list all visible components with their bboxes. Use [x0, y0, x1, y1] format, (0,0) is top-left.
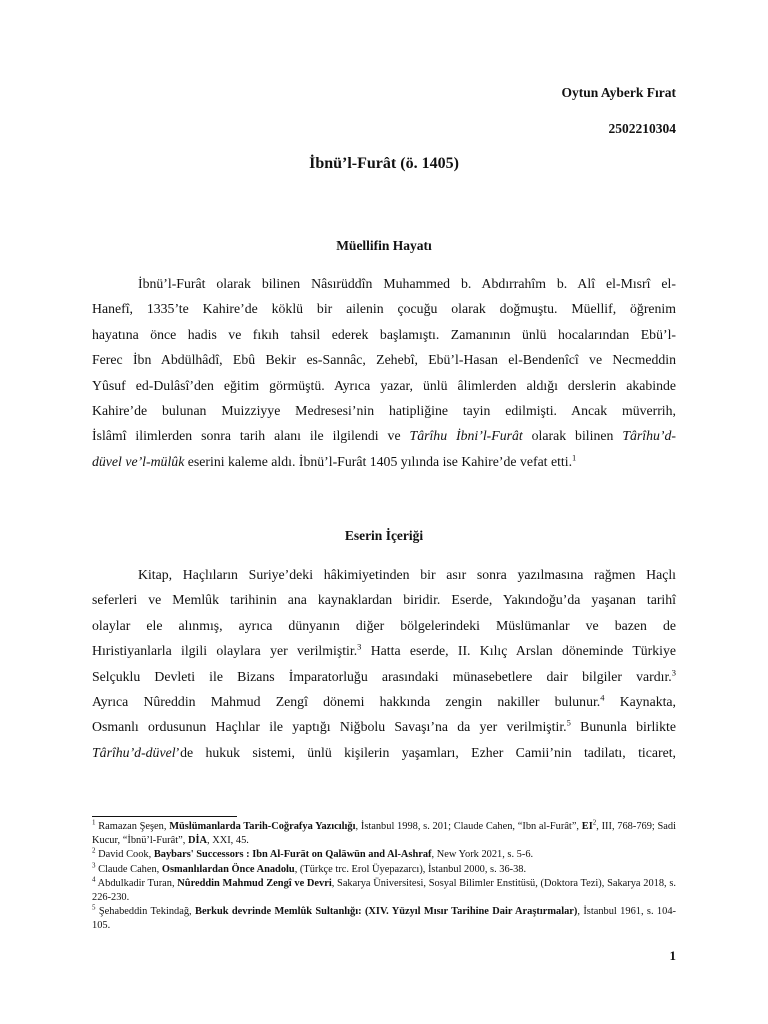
footnote-edition: 2	[592, 818, 597, 827]
student-id: 2502210304	[608, 121, 676, 136]
footnote-reference[interactable]: 3	[671, 667, 676, 678]
footnote-text: , New York 2021, s. 5-6.	[431, 849, 534, 861]
footnote-work-title: Baybars' Successors : Ibn Al-Furāt on Qalāwūn and Al-Ashraf	[153, 849, 432, 861]
text-line	[92, 638, 676, 663]
footnote-number: 2	[92, 846, 96, 855]
footnote-2	[92, 848, 676, 862]
text-segment: İslâmî ilimlerden sonra tarih alanı ile ilgilendi ve	[92, 428, 410, 444]
footnote-4	[92, 877, 676, 905]
footnote-5	[92, 905, 676, 933]
italic-work-title: Târîhu İbni’l-Furât	[409, 428, 523, 444]
footnote-text: , Sakarya Üniversitesi, Sosyal Bilimler Enstitüsü, (Doktora Tezi), Sakarya 2018, s. 226-230.	[92, 877, 676, 904]
footnote-work-title: Berkuk devrinde Memlûk Sultanlığı: (XIV. Yüzyıl Mısır Tarihine Dair Araştırmalar)	[195, 906, 578, 918]
footnote-work-title: Müslümanlarda Tarih-Coğrafya Yazıcılığı	[169, 821, 356, 832]
footnote-text: , İstanbul 1998, s. 201; Claude Cahen, “Ibn al-Furât”,	[355, 821, 582, 832]
footnote-text: , XXI, 45.	[207, 835, 249, 847]
text-segment: Kaynakta,	[604, 694, 677, 710]
footnote-reference[interactable]: 3	[357, 641, 362, 652]
footnote-work-title: DİA	[187, 835, 208, 847]
page-title: İbnü’l-Furât (ö. 1405)	[309, 155, 459, 172]
italic-work-title: Târîhu’d-düvel	[92, 744, 176, 760]
text-line	[92, 423, 676, 448]
text-line: İbnü’l-Furât olarak bilinen Nâsırüddîn Muhammed b. Abdırrahîm b. Alî el-Mısrî el-	[138, 276, 676, 291]
footnote-text: , III, 768-769; Sadi Kucur, “İbnü’l-Furât”,	[92, 821, 676, 847]
text-line	[92, 740, 676, 765]
footnote-number: 1	[92, 818, 96, 827]
footnote-number: 4	[92, 875, 96, 884]
text-line	[92, 664, 676, 689]
author-name: Oytun Ayberk Fırat	[561, 85, 676, 100]
page-number: 1	[669, 948, 676, 963]
footnote-text: Şehabeddin Tekindağ,	[98, 906, 196, 918]
footnote-text: , İstanbul 1961, s. 104-105.	[92, 906, 676, 932]
text-line: Kahire’de bulunan Muizziyye Medresesi’nin hatipliğine tayin edilmişti. Ancak müverrih,	[92, 403, 676, 419]
footnote-3	[92, 863, 676, 877]
footnote-text: Abdulkadir Turan,	[97, 877, 178, 889]
text-segment: ’de hukuk sistemi, ünlü kişilerin yaşamları, Ezher Camii’nin tadilatı, ticaret,	[175, 744, 676, 760]
section-heading-biography: Müellifin Hayatı	[336, 238, 432, 253]
footnote-work-title: Osmanlılardan Önce Anadolu	[161, 863, 295, 875]
footnote-text: Claude Cahen,	[98, 863, 162, 875]
footnote-number: 5	[92, 903, 96, 912]
footnote-reference[interactable]: 1	[572, 452, 577, 463]
footnote-1	[92, 820, 676, 848]
footnote-text: , (Türkçe trc. Erol Üyepazarcı), İstanbul 2000, s. 36-38.	[294, 863, 527, 875]
text-line: Yûsuf ed-Dulâsî’den eğitim görmüştü. Ayrıca yazar, ünlü âlimlerden aldığı derslerin akabinde	[92, 377, 676, 393]
footnote-divider	[92, 816, 237, 817]
footnote-text: Ramazan Şeşen,	[98, 821, 170, 832]
text-line: Ferec İbn Abdülhâdî, Ebû Bekir es-Sannâc, Zehebî, Ebü’l-Hasan el-Bendenîcî ve Necmeddin	[92, 352, 676, 368]
text-line: Hanefî, 1335’te Kahire’de köklü bir ailenin çocuğu olarak doğmuştu. Müellif, öğrenim	[92, 301, 676, 317]
footnote-number: 3	[92, 861, 96, 870]
footnotes	[92, 820, 676, 934]
text-segment: eserini kaleme aldı. İbnü’l-Furât 1405 yılında ise Kahire’de vefat etti.	[184, 453, 573, 469]
text-segment: Selçuklu Devleti ile Bizans İmparatorluğu arasındaki münasebetlere dair bilgiler vardır.	[92, 668, 672, 684]
footnote-work-title: Nûreddin Mahmud Zengî ve Devri	[177, 877, 332, 889]
biography-paragraph	[92, 271, 676, 474]
text-segment: Ayrıca Nûreddin Mahmud Zengî dönemi hakkında zengin nakiller bulunur.	[92, 694, 601, 710]
section-heading-contents: Eserin İçeriği	[344, 528, 424, 543]
text-line	[92, 714, 676, 739]
text-segment: Hatta eserde, II. Kılıç Arslan döneminde Türkiye	[361, 643, 677, 659]
text-segment: Bununla birlikte	[570, 719, 676, 735]
contents-paragraph	[92, 562, 676, 765]
text-line: seferleri ve Memlûk tarihinin ana kaynaklardan biridir. Eserde, Yakındoğu’da yaşanan tarihî	[92, 592, 676, 608]
text-segment: Osmanlı ordusunun Haçlılar ile yaptığı Niğbolu Savaşı’na da yer verilmiştir.	[92, 719, 567, 735]
text-segment: olarak bilinen	[522, 428, 623, 444]
text-line: Kitap, Haçlıların Suriye’deki hâkimiyetinden bir asır sonra yazılmasına rağmen Haçlı	[138, 567, 676, 582]
text-line: olaylar ele alınmış, ayrıca dünyanın diğer bölgelerindeki Müslümanlar ve bazen de	[92, 617, 676, 633]
italic-work-title: düvel ve’l-mülûk	[92, 453, 185, 469]
footnote-text: David Cook,	[98, 849, 154, 861]
italic-work-title: Târîhu’d-	[622, 428, 676, 444]
footnote-reference[interactable]: 5	[566, 717, 571, 728]
footnote-reference[interactable]: 4	[600, 692, 605, 703]
text-line	[92, 449, 676, 474]
text-line	[92, 689, 676, 714]
footnote-work-title: EI	[581, 821, 593, 832]
text-line: hayatına önce hadis ve fıkıh tahsil ederek başlamıştı. Zamanının ünlü hocalarından Ebü’l-	[92, 326, 676, 342]
text-segment: Hıristiyanlarla ilgili olaylara yer verilmiştir.	[92, 643, 358, 659]
